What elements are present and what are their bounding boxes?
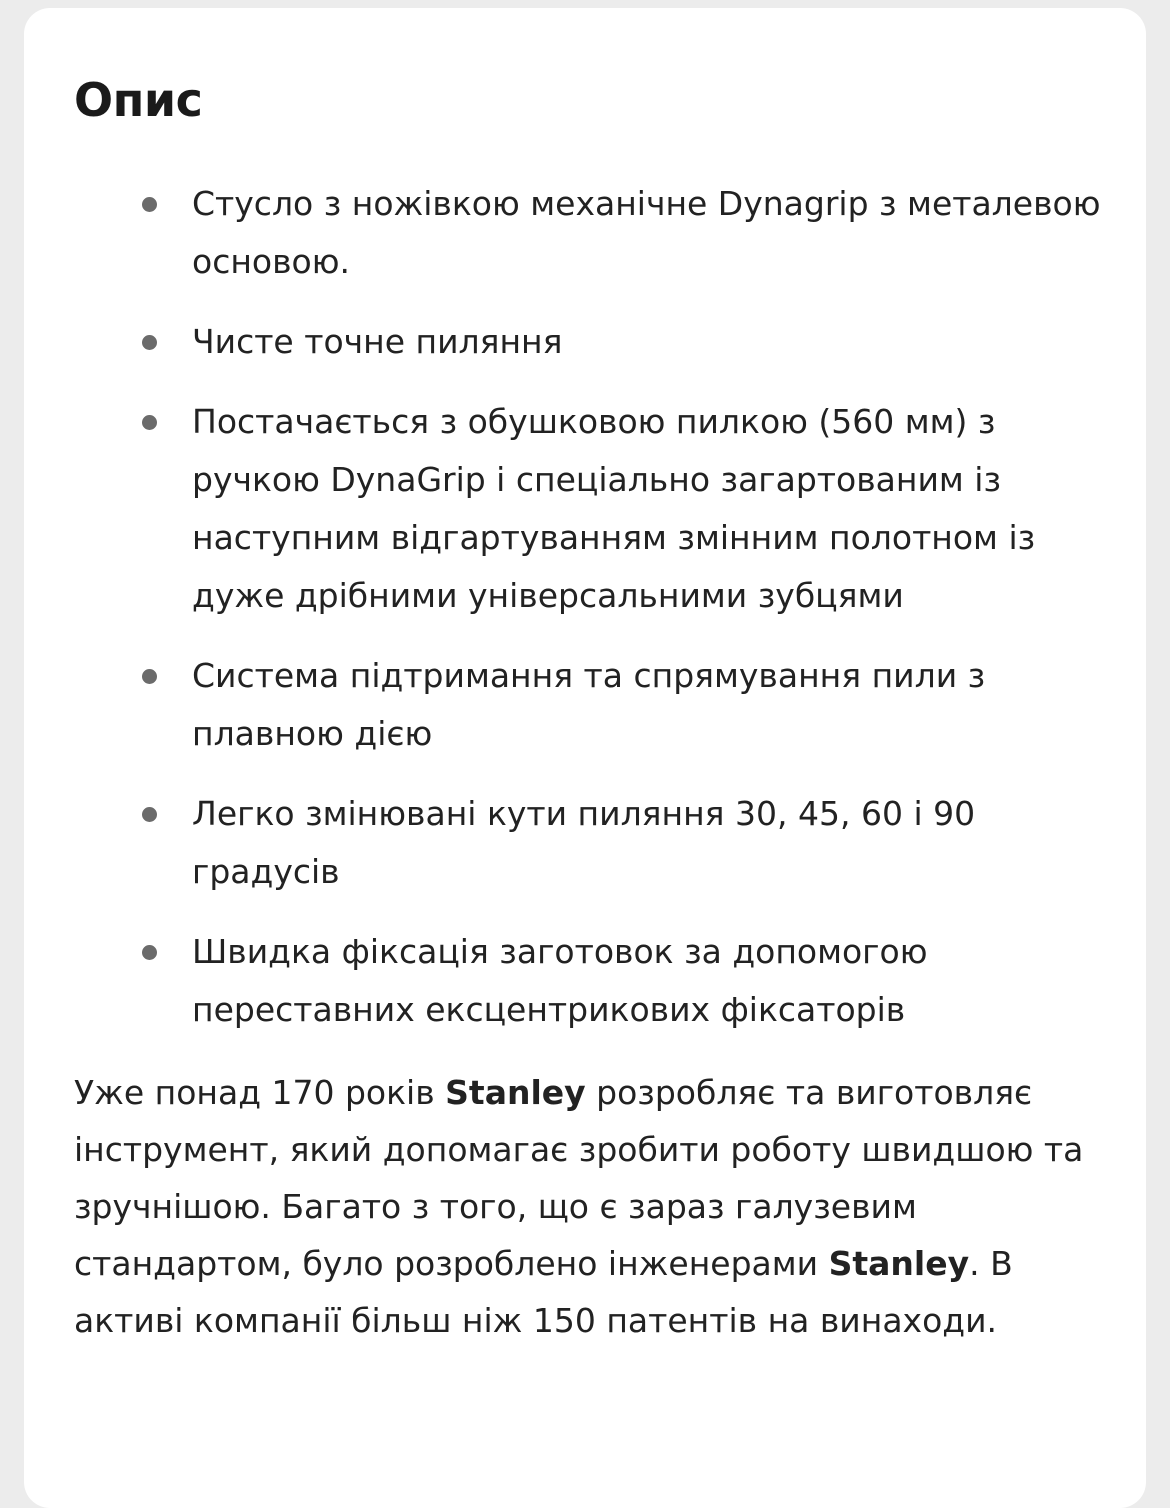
brand-name: Stanley <box>445 1073 586 1112</box>
section-title: Опис <box>74 73 203 127</box>
bullet-dot-icon <box>142 807 157 822</box>
feature-text: Постачається з обушковою пилкою (560 мм) з ручкою DynaGrip і спеціально загартованим із наступним відгартуванням змінним полотном із дуже дрібними універсальними зубцями <box>192 402 1036 615</box>
feature-item <box>74 313 1129 371</box>
brand-name: Stanley <box>828 1244 970 1283</box>
bullet-dot-icon <box>142 197 157 212</box>
description-card <box>24 8 1146 1508</box>
bullet-dot-icon <box>142 415 157 430</box>
feature-text: Система підтримання та спрямування пили з плавною дією <box>192 656 986 753</box>
feature-item <box>74 175 1129 291</box>
about-text-part-2: розробляє та виготовляє інструмент, який допомагає зробити роботу швидшою та зручнішою. Багато з того, що є зараз галузевим стандартом, було розроблено інженерами <box>74 1073 1084 1283</box>
bullet-dot-icon <box>142 335 157 350</box>
about-text-part-3: . В активі компанії більш ніж 150 патентів на винаходи. <box>74 1244 1013 1340</box>
about-text-part-1: Уже понад 170 років <box>74 1073 446 1112</box>
bullet-dot-icon <box>142 945 157 960</box>
feature-text: Чисте точне пиляння <box>192 322 563 361</box>
brand-description <box>74 1064 1104 1349</box>
feature-text: Стусло з ножівкою механічне Dynagrip з металевою основою. <box>192 184 1101 281</box>
bullet-dot-icon <box>142 669 157 684</box>
feature-item <box>74 923 1129 1039</box>
feature-text: Легко змінювані кути пиляння 30, 45, 60 і 90 градусів <box>192 794 976 891</box>
feature-item <box>74 647 1129 763</box>
feature-item <box>74 393 1129 625</box>
feature-item <box>74 785 1129 901</box>
feature-list <box>74 175 1146 1039</box>
feature-text: Швидка фіксація заготовок за допомогою переставних ексцентрикових фіксаторів <box>192 932 928 1029</box>
